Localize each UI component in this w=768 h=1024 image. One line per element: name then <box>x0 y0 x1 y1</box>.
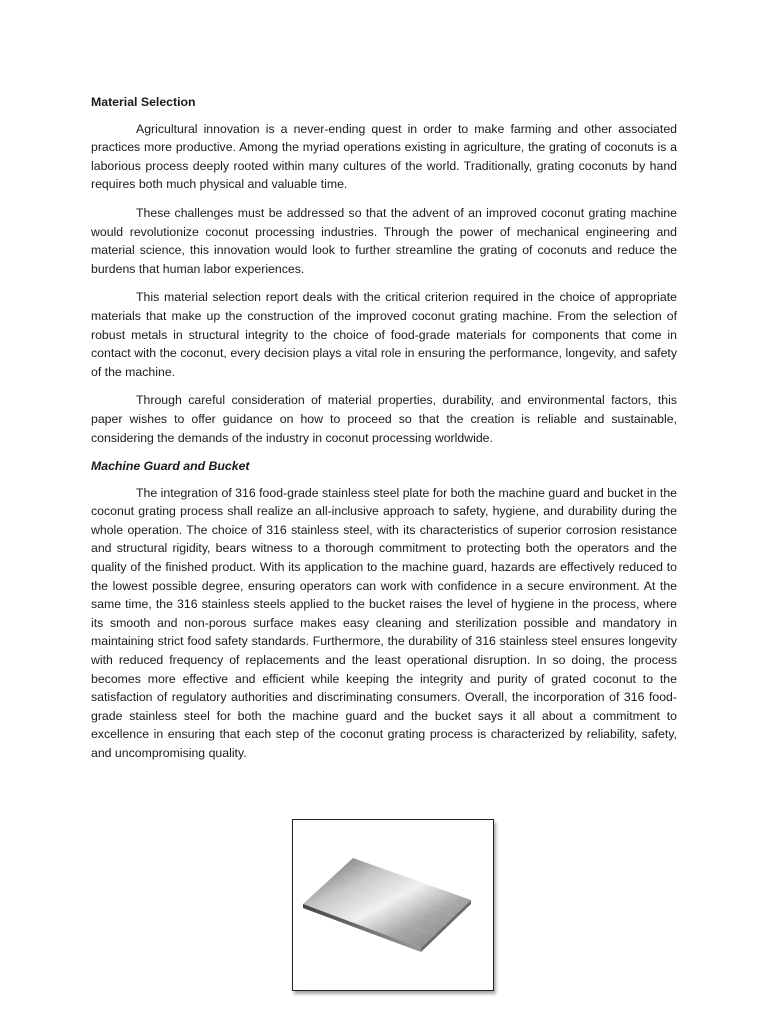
section-title: Material Selection <box>91 95 196 109</box>
intro-paragraph-1: Agricultural innovation is a never-ending quest in order to make farming and other associated practices more productive. Among the myriad operations existing in agriculture, the grating of coconuts is a laborious process deeply rooted within many cultures of the world. Traditionally, grating coconuts by hand requires both much physical and valuable time. <box>91 121 677 192</box>
intro-paragraph-2: These challenges must be addressed so that the advent of an improved coconut grating machine would revolutionize coconut processing industries. Through the power of mechanical engineering and material science, this innovation would look to further streamline the grating of coconuts and reduce the burdens that human labor experiences. <box>91 205 677 276</box>
subsection-paragraph: The integration of 316 food-grade stainless steel plate for both the machine guard and bucket in the coconut grating process shall realize an all-inclusive approach to safety, hygiene, and durability during the whole operation. The choice of 316 stainless steel, with its characteristics of superior corrosion resistance and structural rigidity, bears witness to a thorough commitment to protecting both the operators and the quality of the finished product. With its application to the machine guard, hazards are effectively reduced to the lowest possible degree, ensuring operators can work with confidence in a secure environment. At the same time, the 316 stainless steels applied to the bucket raises the level of hygiene in the process, where its smooth and non-porous surface makes easy cleaning and sterilization possible and mandatory in maintaining strict food safety standards. Furthermore, the durability of 316 stainless steel ensures longevity with reduced frequency of replacements and the least operational disruption. In so doing, the process becomes more effective and efficient while keeping the integrity and purity of grated coconut to the satisfaction of regulatory authorities and discriminating consumers. Overall, the incorporation of 316 food-grade stainless steel for both the machine guard and the bucket says it all about a commitment to excellence in ensuring that each step of the coconut grating process is characterized by reliability, safety, and uncompromising quality. <box>91 485 677 760</box>
steel-plate-image <box>293 820 493 990</box>
intro-paragraph-3: This material selection report deals with the critical criterion required in the choice of appropriate materials that make up the construction of the improved coconut grating machine. From the selection of robust metals in structural integrity to the choice of food-grade materials for components that come in contact with the coconut, every decision plays a vital role in ensuring the performance, longevity, and safety of the machine. <box>91 290 677 379</box>
document-page <box>91 93 677 773</box>
subsection-title: Machine Guard and Bucket <box>91 459 250 474</box>
intro-paragraph-4: Through careful consideration of material properties, durability, and environmental factors, this paper wishes to offer guidance on how to proceed so that the creation is reliable and sustainable, considering the demands of the industry in coconut processing worldwide. <box>91 393 677 445</box>
stainless-steel-plate-figure <box>292 819 494 991</box>
